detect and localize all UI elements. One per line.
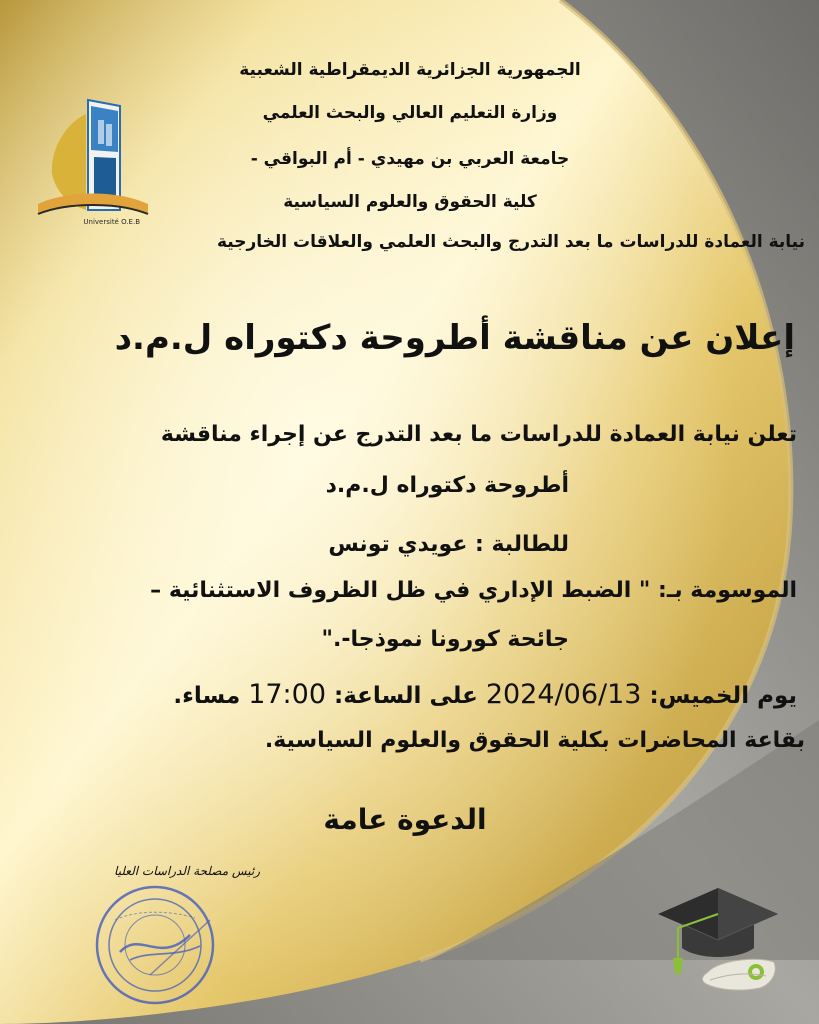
announcement-intro: تعلن نيابة العمادة للدراسات ما بعد التدرج عن إجراء مناقشة: [160, 422, 797, 447]
signer-role: رئيس مصلحة الدراسات العليا: [114, 864, 260, 878]
defense-date-time: [15, 679, 797, 710]
time-suffix: مساء.: [173, 683, 249, 709]
logo-caption: Université O.E.B: [83, 218, 140, 226]
header-ministry: وزارة التعليم العالي والبحث العلمي: [262, 103, 558, 123]
university-logo-icon: [28, 92, 156, 227]
announcement-intro-cont: أطروحة دكتوراه ل.م.د: [325, 473, 569, 498]
official-stamp-icon: [90, 880, 220, 1010]
graduation-cap-diploma-icon: [648, 876, 788, 996]
header-deanship: نيابة العمادة للدراسات ما بعد التدرج والبحث العلمي والعلاقات الخارجية: [217, 232, 805, 252]
time-value: 17:00: [248, 679, 327, 710]
header-country: الجمهورية الجزائرية الديمقراطية الشعبية: [239, 60, 581, 80]
header-faculty: كلية الحقوق والعلوم السياسية: [283, 192, 537, 212]
time-prefix: على الساعة:: [326, 683, 486, 709]
date-value: 2024/06/13: [485, 679, 642, 710]
announcement-title: إعلان عن مناقشة أطروحة دكتوراه ل.م.د: [114, 318, 795, 358]
public-invitation: الدعوة عامة: [323, 803, 487, 836]
date-prefix: يوم الخميس:: [641, 683, 797, 709]
thesis-topic-line1: الموسومة بـ: " الضبط الإداري في ظل الظروف الاستثنائية –: [150, 578, 797, 603]
student-name: للطالبة : عويدي تونس: [328, 532, 569, 557]
thesis-topic-line2: جائحة كورونا نموذجا-.": [321, 627, 569, 652]
defense-venue: بقاعة المحاضرات بكلية الحقوق والعلوم السياسية.: [264, 728, 805, 753]
header-university: جامعة العربي بن مهيدي - أم البواقي -: [250, 149, 570, 169]
